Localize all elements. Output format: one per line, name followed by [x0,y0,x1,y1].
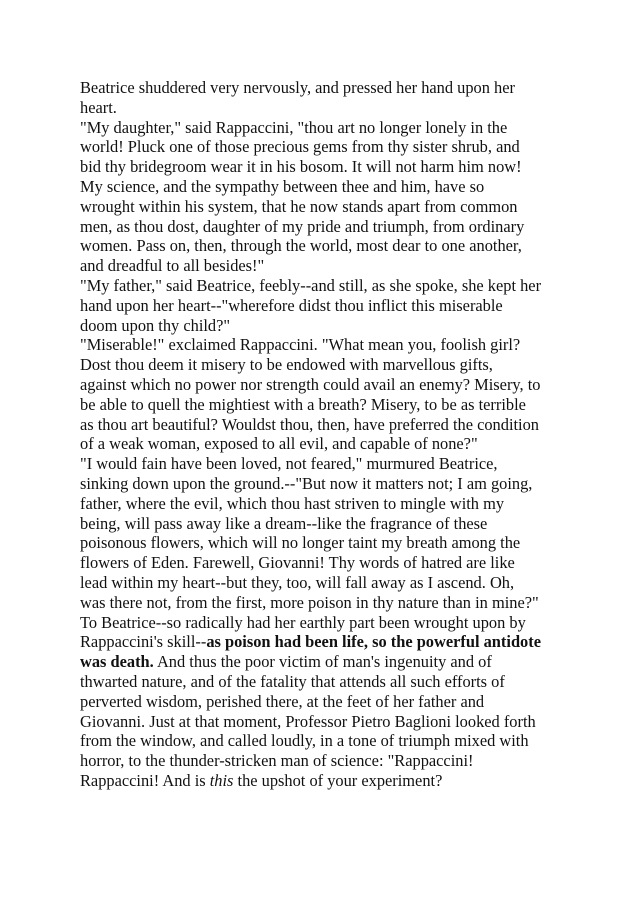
text-segment: "I would fain have been loved, not feared," murmured Beatrice, [80,454,498,474]
text-line [80,375,580,395]
text-segment: Rappaccini! And is [80,770,210,790]
text-segment: and dreadful to all besides!" [80,256,265,276]
text-segment: horror, to the thunder-stricken man of science: "Rappaccini! [80,751,474,771]
text-line [80,652,580,672]
text-segment: thwarted nature, and of the fatality that attends all such efforts of [80,671,505,691]
text-line [80,434,580,454]
text-segment: bid thy bridegroom wear it in his bosom. It will not harm him now! [80,157,522,177]
text-segment: world! Pluck one of those precious gems from thy sister shrub, and [80,137,520,157]
body-text [80,78,580,791]
text-segment: And thus the poor victim of man's ingenuity and of [153,652,492,672]
text-segment: be able to quell the mightiest with a breath? Misery, to be as terrible [80,394,526,414]
text-segment: My science, and the sympathy between thee and him, have so [80,176,485,196]
text-line [80,692,580,712]
text-line [80,751,580,771]
text-segment: poisonous flowers, which will no longer taint my breath among the [80,533,521,553]
text-line [80,573,580,593]
text-segment: "My daughter," said Rappaccini, "thou art no longer lonely in the [80,117,508,137]
text-line [80,296,580,316]
text-segment: against which no power nor strength could avail an enemy? Misery, to [80,374,541,394]
italic-text: this [209,770,234,790]
text-line [80,514,580,534]
text-segment: doom upon thy child?" [80,315,231,335]
text-line [80,316,580,336]
text-segment: was there not, from the first, more poison in thy nature than in mine?" [80,592,539,612]
text-segment: lead within my heart--but they, too, will fall away as I ascend. Oh, [80,572,515,592]
text-segment: To Beatrice--so radically had her earthly part been wrought upon by [80,612,526,632]
text-line [80,137,580,157]
text-line [80,157,580,177]
text-line [80,98,580,118]
text-segment: heart. [80,97,117,117]
text-line [80,553,580,573]
text-segment: "My father," said Beatrice, feebly--and still, as she spoke, she kept her [80,275,542,295]
text-line [80,731,580,751]
text-segment: "Miserable!" exclaimed Rappaccini. "What mean you, foolish girl? [80,335,521,355]
text-line [80,256,580,276]
text-line [80,177,580,197]
text-segment: hand upon her heart--"wherefore didst thou inflict this miserable [80,295,503,315]
text-line [80,355,580,375]
text-segment: Rappaccini's skill-- [80,632,207,652]
text-line [80,454,580,474]
text-line [80,613,580,633]
text-line [80,533,580,553]
text-line [80,672,580,692]
text-line [80,118,580,138]
text-segment: father, where the evil, which thou hast striven to mingle with my [80,493,505,513]
text-line [80,415,580,435]
text-line [80,474,580,494]
text-segment: men, as thou dost, daughter of my pride and triumph, from ordinary [80,216,525,236]
text-segment: the upshot of your experiment? [233,770,443,790]
text-line [80,236,580,256]
text-line [80,712,580,732]
text-line [80,593,580,613]
text-segment: sinking down upon the ground.--"But now it matters not; I am going, [80,473,533,493]
text-segment: Dost thou deem it misery to be endowed with marvellous gifts, [80,355,493,375]
bold-text: was death. [80,652,154,672]
text-segment: flowers of Eden. Farewell, Giovanni! Thy words of hatred are like [80,553,515,573]
text-segment: perverted wisdom, perished there, at the feet of her father and [80,691,485,711]
text-line [80,197,580,217]
text-segment: women. Pass on, then, through the world, most dear to one another, [80,236,522,256]
text-line [80,395,580,415]
text-line [80,276,580,296]
bold-text: as poison had been life, so the powerful antidote [206,632,541,652]
text-segment: from the window, and called loudly, in a tone of triumph mixed with [80,731,529,751]
text-segment: being, will pass away like a dream--like the fragrance of these [80,513,488,533]
text-line [80,494,580,514]
text-segment: as thou art beautiful? Wouldst thou, then, have preferred the condition [80,414,540,434]
text-line [80,78,580,98]
text-segment: of a weak woman, exposed to all evil, and capable of none?" [80,434,478,454]
text-segment: Giovanni. Just at that moment, Professor Pietro Baglioni looked forth [80,711,536,731]
text-line [80,335,580,355]
text-segment: Beatrice shuddered very nervously, and pressed her hand upon her [80,78,515,97]
text-line [80,217,580,237]
text-line [80,771,580,791]
text-line [80,632,580,652]
text-segment: wrought within his system, that he now stands apart from common [80,196,518,216]
